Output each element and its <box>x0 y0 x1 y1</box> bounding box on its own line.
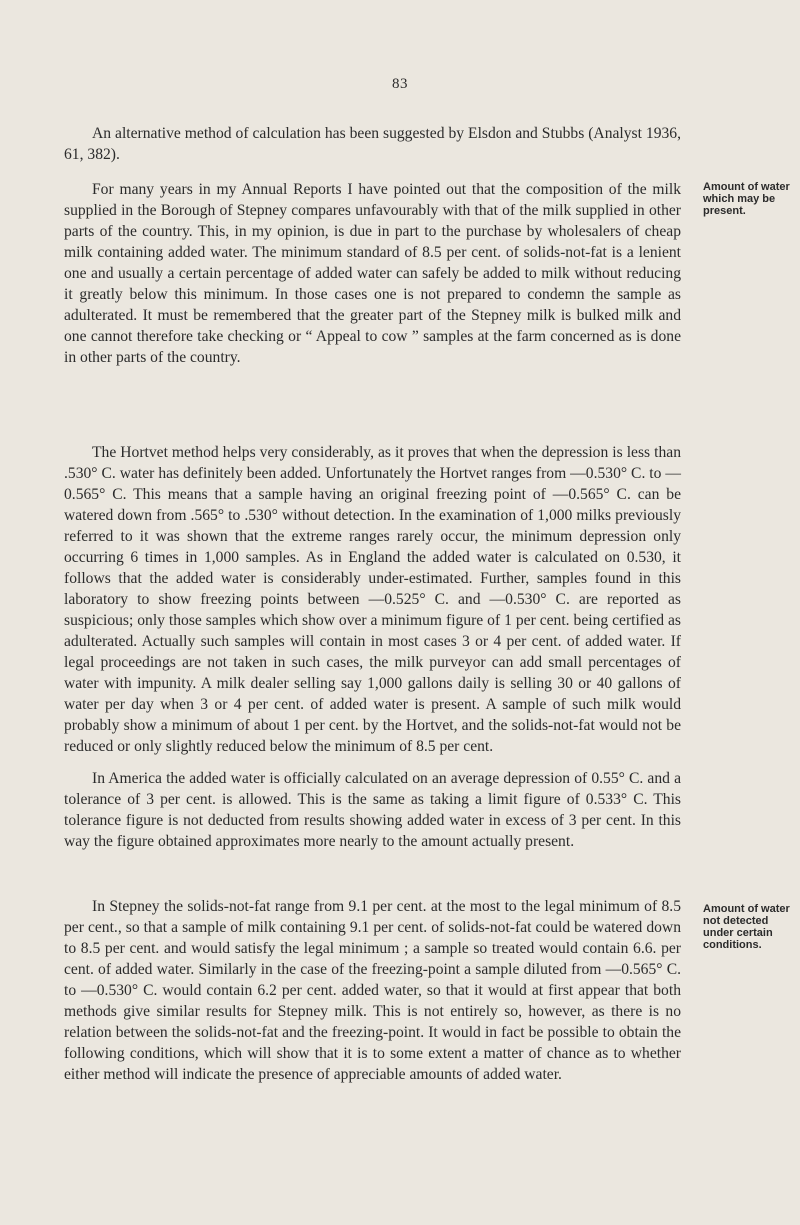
paragraph-stepney-solids: In Stepney the solids-not-fat range from 9.1 per cent. at the most to the legal minimum of 8.5 per cent., so that a sample of milk containing 9.1 per cent. of solids-not-fat could be watered down to 8.5 per cent. and would satisfy the legal minimum ; a sample so treated would contain 6.6. per cent. of added water. Similarly in the case of the freezing-point a sample diluted from —0.565° C. to —0.530° C. would contain 6.2 per cent. added water, so that it would at first appear that both methods give similar results for Stepney milk. This is not entirely so, however, as there is no relation between the solids-not-fat and the freezing-point. It would in fact be possible to obtain the following conditions, which will show that it is to some extent a matter of chance as to whether either method will indicate the presence of appreciable amounts of added water. <box>64 898 681 1083</box>
paragraph-milk-composition: For many years in my Annual Reports I have pointed out that the composition of the milk supplied in the Borough of Stepney compares unfavourably with that of the milk supplied in other parts of the country. This, in my opinion, is due in part to the purchase by wholesalers of cheap milk containing added water. The minimum standard of 8.5 per cent. of solids-not-fat is a lenient one and usually a certain percentage of added water can safely be added to milk without reducing it greatly below this minimum. In those cases one is not prepared to condemn the sample as adulterated. It must be remembered that the greater part of the Stepney milk is bulked milk and one cannot therefore take checking or “ Appeal to cow ” samples at the farm concerned as is done in other parts of the country. <box>64 181 681 366</box>
paragraph-alternative-method: An alternative method of calculation has been suggested by Elsdon and Stubbs (Analyst 1936, 61, 382). <box>64 125 681 163</box>
paragraph-america: In America the added water is officially calculated on an average depression of 0.55° C. and a tolerance of 3 per cent. is allowed. This is the same as taking a limit figure of 0.533° C. This tolerance figure is not deducted from results showing added water in excess of 3 per cent. In this way the figure obtained approximates more nearly to the amount actually present. <box>64 770 681 850</box>
page-number: 83 <box>392 76 408 92</box>
margin-note-water-not-detected: Amount of water not detected under certain conditions. <box>703 903 790 951</box>
paragraph-hortvet-method: The Hortvet method helps very considerably, as it proves that when the depression is less than .530° C. water has definitely been added. Unfortunately the Hortvet ranges from —0.530° C. to —0.565° C. This means that a sample having an original freezing point of —0.565° C. can be watered down from .565° to .530° without detection. In the examination of 1,000 milks previously referred to it was shown that the extreme ranges rarely occur, the minimum depression only occurring 6 times in 1,000 samples. As in England the added water is calculated on 0.530, it follows that the added water is considerably under-estimated. Further, samples found in this laboratory to show freezing points between —0.525° C. and —0.530° C. are reported as suspicious; only those samples which show over a minimum figure of 1 per cent. being certified as adulterated. Actually such samples will contain in most cases 3 or 4 per cent. of added water. If legal proceedings are not taken in such cases, the milk purveyor can add small percentages of water with impunity. A milk dealer selling say 1,000 gallons daily is selling 30 or 40 gallons of water per day when 3 or 4 per cent. of added water is present. A sample of such milk would probably show a minimum of about 1 per cent. by the Hortvet, and the solids-not-fat would not be reduced or only slightly reduced below the minimum of 8.5 per cent. <box>64 444 681 755</box>
margin-note-water-present: Amount of water which may be present. <box>703 181 790 217</box>
